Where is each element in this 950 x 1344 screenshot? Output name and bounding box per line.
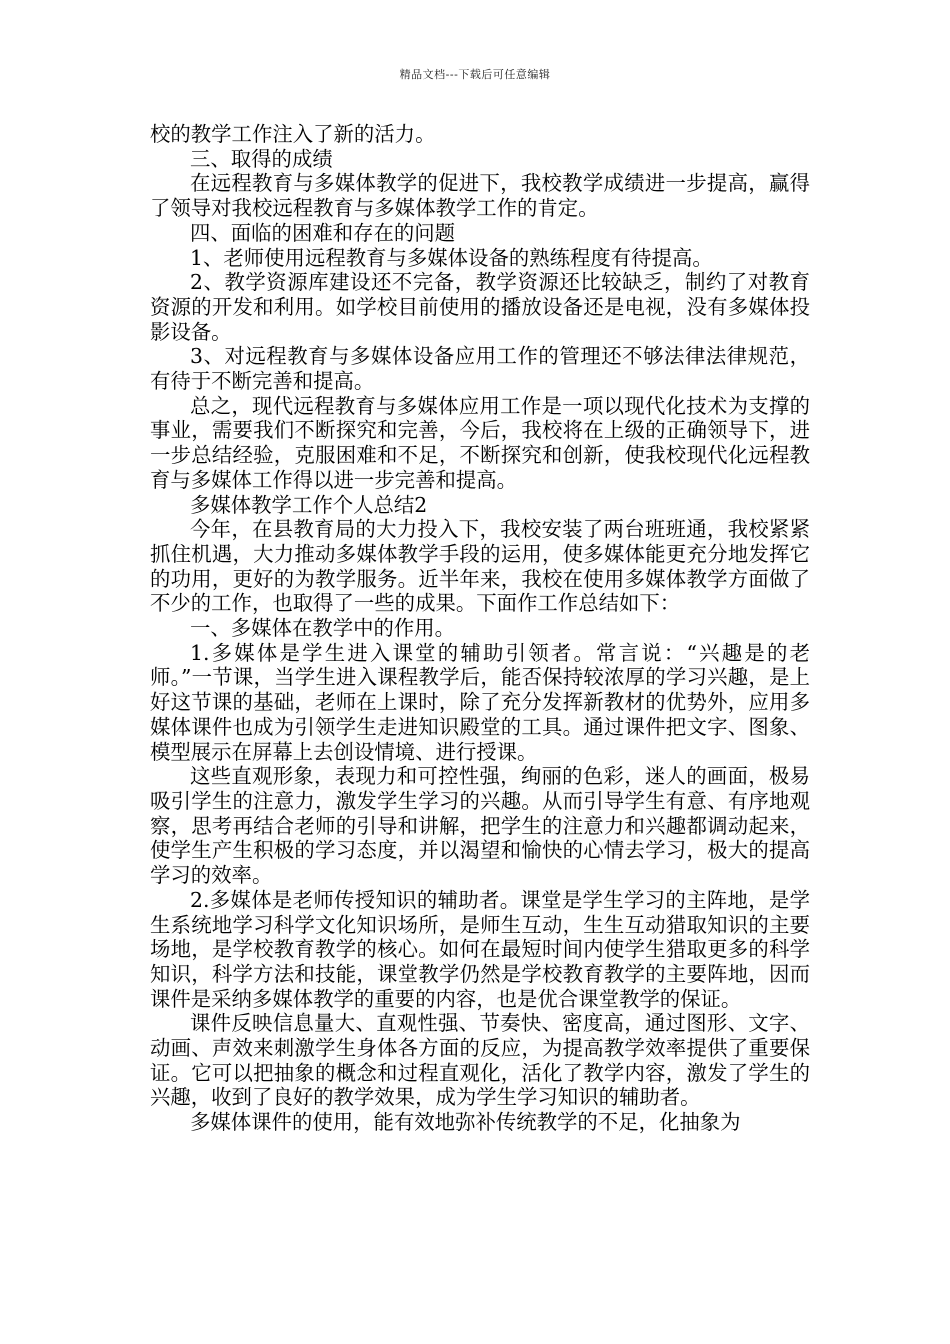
paragraph: 2、教学资源库建设还不完备，教学资源还比较缺乏，制约了对教育资源的开发和利用。如学校目前使用的播放设备还是电视，没有多媒体投影设备。 [150, 270, 810, 344]
paragraph: 这些直观形象，表现力和可控性强，绚丽的色彩，迷人的画面，极易吸引学生的注意力，激发学生学习的兴趣。从而引导学生有意、有序地观察，思考再结合老师的引导和讲解，把学生的注意力和兴趣都调动起来，使学生产生积极的学习态度，并以渴望和愉快的心情去学习，极大的提高学习的效率。 [150, 764, 810, 888]
paragraph: 四、面临的困难和存在的问题 [190, 220, 456, 245]
paragraph: 多媒体课件的使用，能有效地弥补传统教学的不足，化抽象为 [190, 1110, 741, 1135]
paragraph: 多媒体教学工作个人总结2 [190, 492, 428, 517]
page-header: 精品文档---下载后可任意编辑 [399, 68, 551, 81]
paragraph: 2.多媒体是老师传授知识的辅助者。课堂是学生学习的主阵地，是学生系统地学习科学文化知识场所，是师生互动，生生互动猎取知识的主要场地，是学校教育教学的核心。如何在最短时间内使学生猎取更多的科学知识，科学方法和技能，课堂教学仍然是学校教育教学的主要阵地，因而课件是采纳多媒体教学的重要的内容，也是优合课堂教学的保证。 [150, 887, 810, 1011]
document-body [150, 122, 810, 1135]
paragraph: 3、对远程教育与多媒体设备应用工作的管理还不够法律法律规范，有待于不断完善和提高。 [150, 344, 810, 394]
paragraph: 三、取得的成绩 [190, 146, 333, 171]
paragraph: 在远程教育与多媒体教学的促进下，我校教学成绩进一步提高，赢得了领导对我校远程教育与多媒体教学工作的肯定。 [150, 171, 810, 221]
paragraph: 一、多媒体在教学中的作用。 [190, 616, 456, 641]
paragraph: 校的教学工作注入了新的活力。 [150, 122, 436, 146]
paragraph: 今年，在县教育局的大力投入下，我校安装了两台班班通，我校紧紧抓住机遇，大力推动多媒体教学手段的运用，使多媒体能更充分地发挥它的功用，更好的为教学服务。近半年来，我校在使用多媒体教学方面做了不少的工作，也取得了一些的成果。下面作工作总结如下： [150, 517, 810, 616]
paragraph: 总之，现代远程教育与多媒体应用工作是一项以现代化技术为支撑的事业，需要我们不断探究和完善，今后，我校将在上级的正确领导下，进一步总结经验，克服困难和不足，不断探究和创新，使我校现代化远程教育与多媒体工作得以进一步完善和提高。 [150, 393, 810, 492]
paragraph: 1、老师使用远程教育与多媒体设备的熟练程度有待提高。 [190, 245, 713, 270]
paragraph: 1.多媒体是学生进入课堂的辅助引领者。常言说：“兴趣是的老师。”一节课，当学生进入课程教学后，能否保持较浓厚的学习兴趣，是上好这节课的基础，老师在上课时，除了充分发挥新教材的优势外，应用多媒体课件也成为引领学生走进知识殿堂的工具。通过课件把文字、图象、模型展示在屏幕上去创设情境、进行授课。 [150, 640, 810, 764]
paragraph: 课件反映信息量大、直观性强、节奏快、密度高，通过图形、文字、动画、声效来刺激学生身体各方面的反应，为提高教学效率提供了重要保证。它可以把抽象的概念和过程直观化，活化了教学内容，激发了学生的兴趣，收到了良好的教学效果，成为学生学习知识的辅助者。 [150, 1011, 810, 1110]
